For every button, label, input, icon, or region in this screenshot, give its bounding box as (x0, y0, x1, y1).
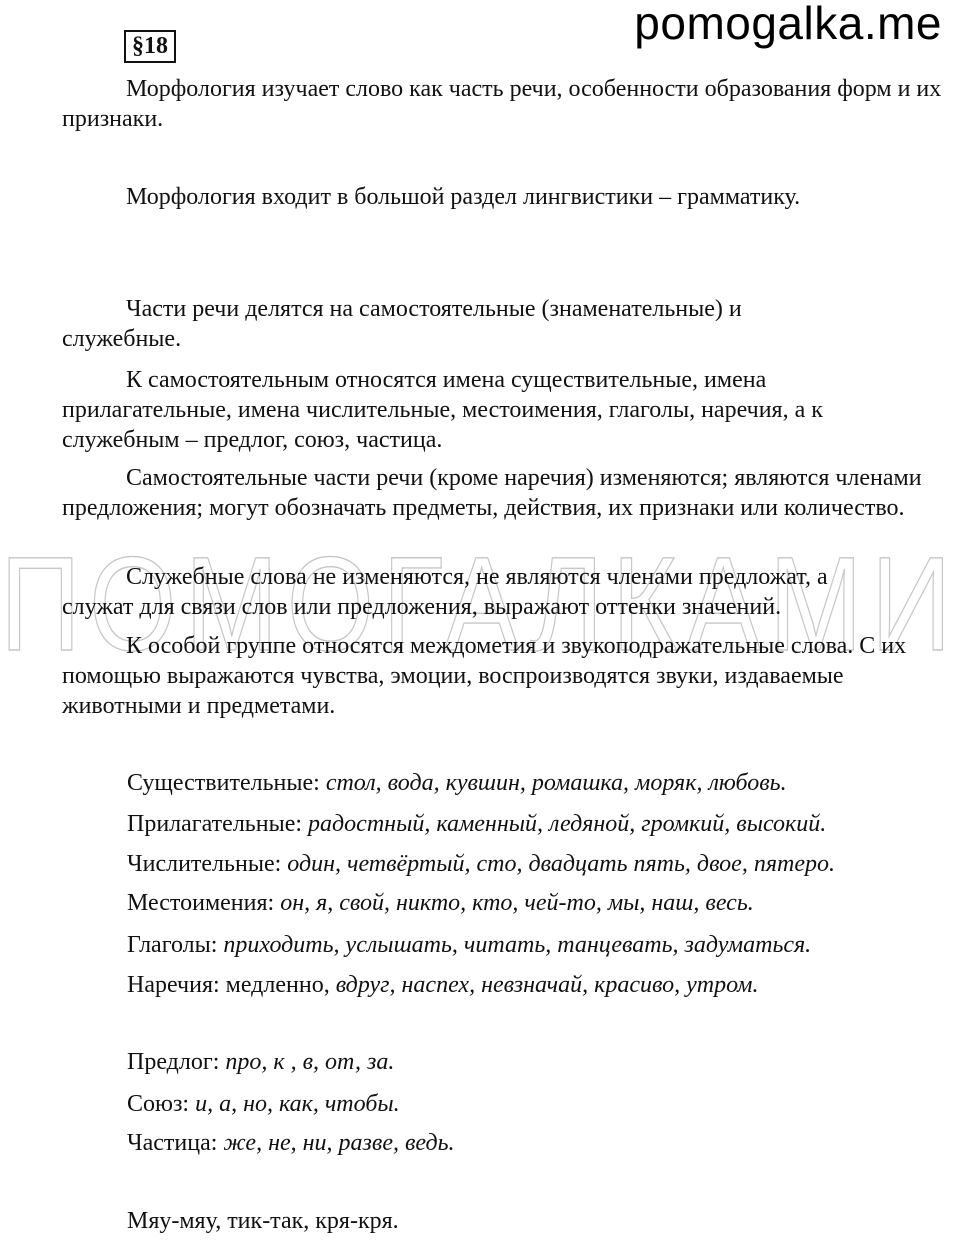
example-label: Глаголы: (127, 932, 224, 958)
example-verbs (127, 930, 811, 960)
example-label: Прилагательные: (127, 811, 309, 837)
paragraph-independent-list: К самостоятельным относятся имена существительные, имена прилагательные, имена числительные, местоимения, глаголы, наречия, а к служебным – предлог, союз, частица. (62, 367, 823, 453)
example-label: Частица: (127, 1130, 224, 1156)
example-label: Числительные: (127, 851, 288, 877)
example-adverbs (127, 970, 759, 1000)
site-brand: pomogalka.me (634, 0, 942, 49)
example-preposition (127, 1047, 394, 1077)
example-adjectives (127, 809, 826, 839)
example-words: он, я, свой, никто, кто, чей-то, мы, наш, весь. (280, 890, 754, 916)
example-numerals (127, 849, 835, 879)
example-onomatopoeia: Мяу-мяу, тик-так, кря-кря. (127, 1208, 399, 1234)
example-particle (127, 1128, 455, 1158)
watermark-text: ПОМОГАЛКАМИ (0, 540, 960, 670)
example-pronouns (127, 888, 754, 918)
paragraph-parts-division: Части речи делятся на самостоятельные (знаменательные) и служебные. (62, 296, 742, 352)
paragraph-interjections: К особой группе относятся междометия и звукоподражательные слова. С их помощью выражаются чувства, эмоции, воспроизводятся звуки, издаваемые животными и предметами. (62, 633, 907, 719)
example-nouns (127, 768, 787, 798)
example-conjunction (127, 1089, 400, 1119)
example-words: радостный, каменный, ледяной, громкий, высокий. (308, 811, 827, 837)
example-words: про, к , в, от, за. (225, 1049, 395, 1075)
example-words: и, а, но, как, чтобы. (195, 1091, 400, 1117)
example-words: вдруг, наспех, невзначай, красиво, утром. (335, 972, 759, 998)
section-number: §18 (124, 30, 176, 63)
paragraph-morphology-definition: Морфология изучает слово как часть речи, особенности образования форм и их признаки. (62, 76, 942, 132)
example-words: же, не, ни, разве, ведь. (223, 1130, 455, 1156)
example-label: Союз: (127, 1091, 196, 1117)
example-label: Существительные: (127, 770, 326, 796)
example-label: Наречия: медленно, (127, 972, 336, 998)
example-label: Предлог: (127, 1049, 226, 1075)
example-words: приходить, услышать, читать, танцевать, задуматься. (223, 932, 812, 958)
paragraph-morphology-grammar: Морфология входит в большой раздел лингвистики – грамматику. (126, 184, 801, 210)
paragraph-service-words: Служебные слова не изменяются, не являются членами предложат, а служат для связи слов или предложения, выражают оттенки значений. (62, 564, 828, 620)
example-label: Местоимения: (127, 890, 281, 916)
example-words: стол, вода, кувшин, ромашка, моряк, любовь. (325, 770, 787, 796)
paragraph-independent-properties: Самостоятельные части речи (кроме наречия) изменяются; являются членами предложения; могут обозначать предметы, действия, их признаки или количество. (62, 465, 922, 521)
example-words: один, четвёртый, сто, двадцать пять, двое, пятеро. (287, 851, 835, 877)
